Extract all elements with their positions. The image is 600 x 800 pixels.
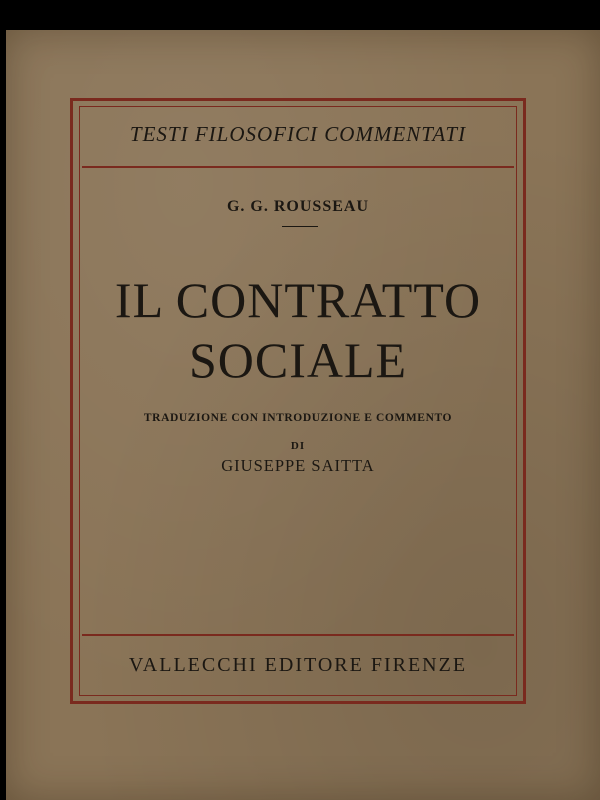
series-divider bbox=[82, 166, 514, 168]
author-underline bbox=[282, 226, 318, 227]
book-title-line-1: IL CONTRATTO bbox=[114, 272, 482, 328]
book-title-line-2: SOCIALE bbox=[188, 332, 408, 388]
publisher-divider bbox=[82, 634, 514, 636]
by-label: DI bbox=[290, 440, 306, 452]
translation-note: TRADUZIONE CON INTRODUZIONE E COMMENTO bbox=[143, 412, 453, 424]
series-title: TESTI FILOSOFICI COMMENTATI bbox=[129, 122, 467, 146]
publisher-name: VALLECCHI EDITORE FIRENZE bbox=[128, 654, 468, 676]
author-name: G. G. ROUSSEAU bbox=[226, 198, 370, 215]
cover-frame-inner bbox=[79, 106, 517, 696]
translator-name: GIUSEPPE SAITTA bbox=[221, 456, 375, 475]
